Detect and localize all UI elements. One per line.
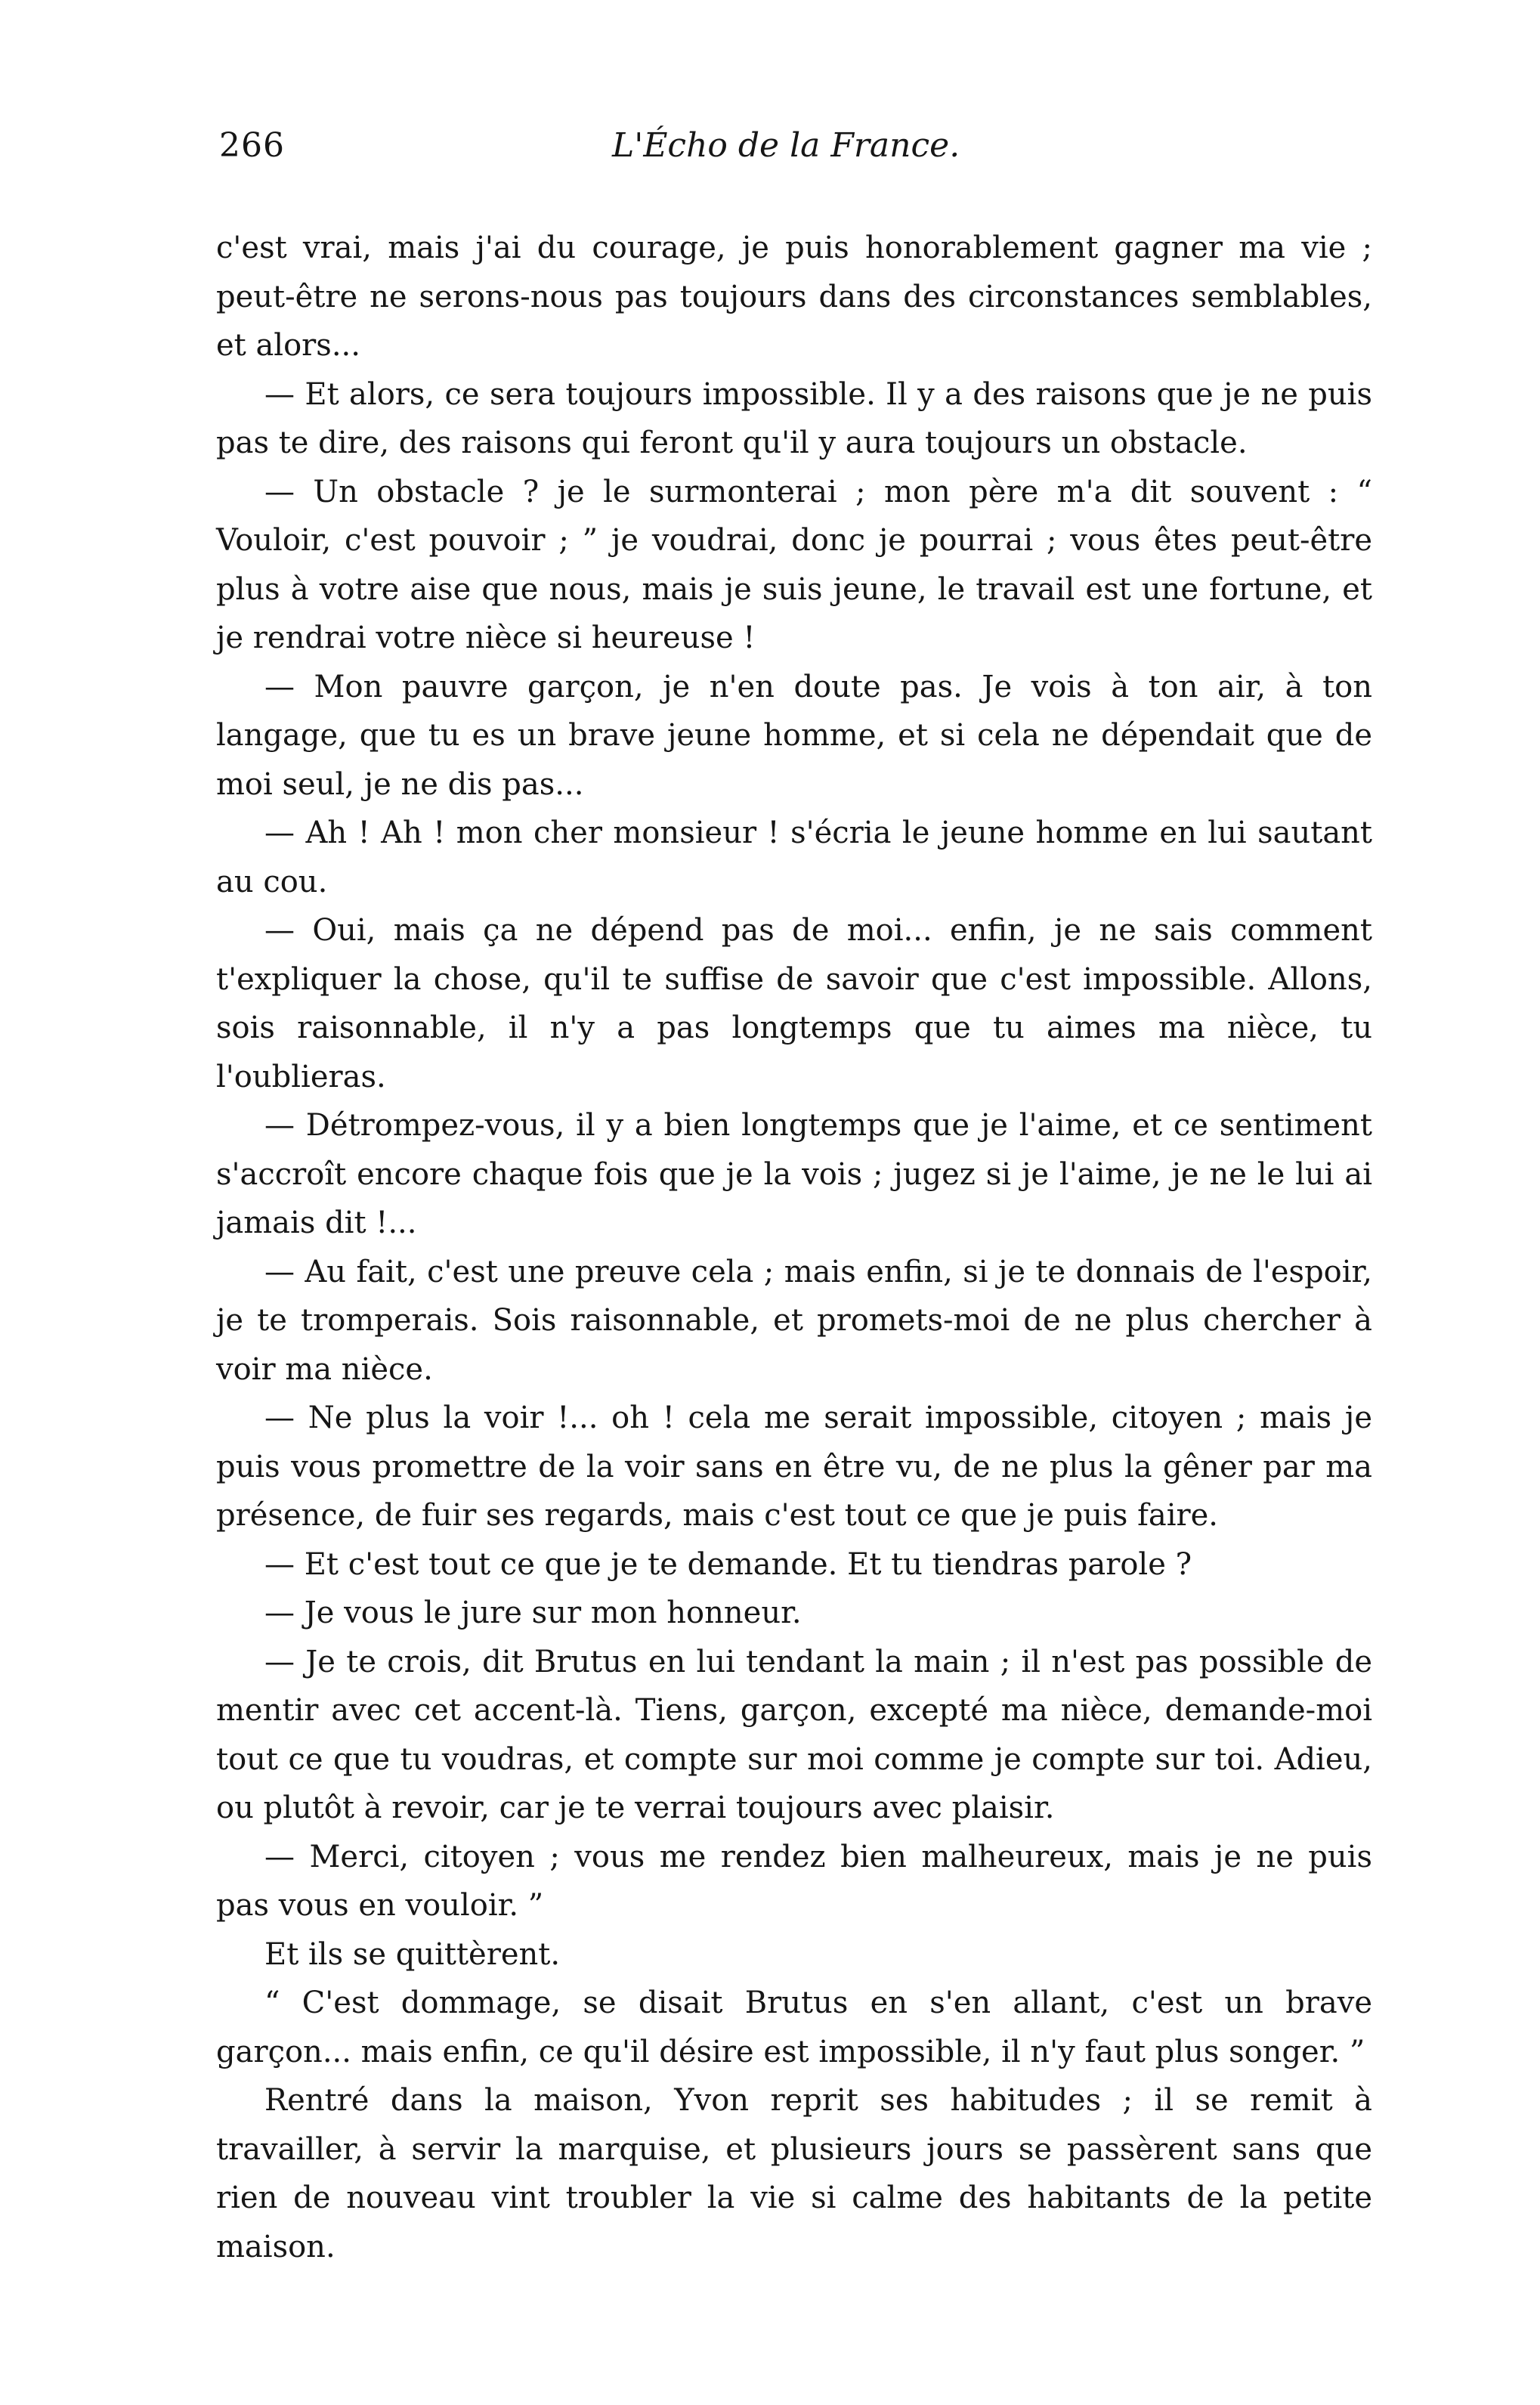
paragraph: — Mon pauvre garçon, je n'en doute pas. Je vois à ton air, à ton langage, que tu es un brave jeune homme, et si cela ne dépendait que de moi seul, je ne dis pas... — [216, 669, 1372, 802]
paragraph: — Je vous le jure sur mon honneur. — [264, 1596, 802, 1630]
paragraph: — Au fait, c'est une preuve cela ; mais enfin, si je te donnais de l'espoir, je te tromperais. Sois raisonnable, et promets-moi de ne plus chercher à voir ma nièce. — [216, 1254, 1372, 1387]
paragraph: — Détrompez-vous, il y a bien longtemps que je l'aime, et ce sentiment s'accroît encore chaque fois que je la vois ; jugez si je l'aime, je ne le lui ai jamais dit !... — [216, 1108, 1372, 1240]
paragraph: — Un obstacle ? je le surmonterai ; mon père m'a dit souvent : “ Vouloir, c'est pouvoir ; ” je voudrai, donc je pourrai ; vous êtes peut-être plus à votre aise que nous, mais je suis jeune, le travail est une fortune, et je rendrai votre nièce si heureuse ! — [216, 474, 1372, 655]
paragraph: — Je te crois, dit Brutus en lui tendant la main ; il n'est pas possible de mentir avec cet accent-là. Tiens, garçon, excepté ma nièce, demande-moi tout ce que tu voudras, et compte sur moi comme je compte sur toi. Adieu, ou plutôt à revoir, car je te verrai toujours avec plaisir. — [216, 1644, 1372, 1825]
paragraph: — Ne plus la voir !... oh ! cela me serait impossible, citoyen ; mais je puis vous promettre de la voir sans en être vu, de ne plus la gêner par ma présence, de fuir ses regards, mais c'est tout ce que je puis faire. — [216, 1401, 1372, 1533]
running-title: L'Écho de la France. — [612, 126, 960, 165]
paragraph: c'est vrai, mais j'ai du courage, je puis honorablement gagner ma vie ; peut-être ne serons-nous pas toujours dans des circonstances semblables, et alors... — [216, 231, 1372, 363]
paragraph: Rentré dans la maison, Yvon reprit ses habitudes ; il se remit à travailler, à servir la marquise, et plusieurs jours se passèrent sans que rien de nouveau vint troubler la vie si calme des habitants de la petite maison. — [216, 2083, 1372, 2264]
paragraph: — Oui, mais ça ne dépend pas de moi... enfin, je ne sais comment t'expliquer la chose, qu'il te suffise de savoir que c'est impossible. Allons, sois raisonnable, il n'y a pas longtemps que tu aimes ma nièce, tu l'oublieras. — [216, 913, 1372, 1094]
page-header — [219, 127, 1368, 180]
body-text — [216, 224, 1372, 2340]
paragraph: — Ah ! Ah ! mon cher monsieur ! s'écria le jeune homme en lui sautant au cou. — [216, 816, 1372, 899]
page-number: 266 — [219, 126, 285, 165]
paragraph: — Et alors, ce sera toujours impossible. Il y a des raisons que je ne puis pas te dire, des raisons qui feront qu'il y aura toujours un obstacle. — [216, 376, 1372, 460]
paragraph: — Et c'est tout ce que je te demande. Et tu tiendras parole ? — [264, 1546, 1192, 1582]
paragraph: Et ils se quittèrent. — [264, 1936, 561, 1972]
paragraph: — Merci, citoyen ; vous me rendez bien malheureux, mais je ne puis pas vous en vouloir. ” — [216, 1839, 1372, 1923]
paragraph: “ C'est dommage, se disait Brutus en s'en allant, c'est un brave garçon... mais enfin, ce qu'il désire est impossible, il n'y faut plus songer. ” — [216, 1986, 1372, 2069]
